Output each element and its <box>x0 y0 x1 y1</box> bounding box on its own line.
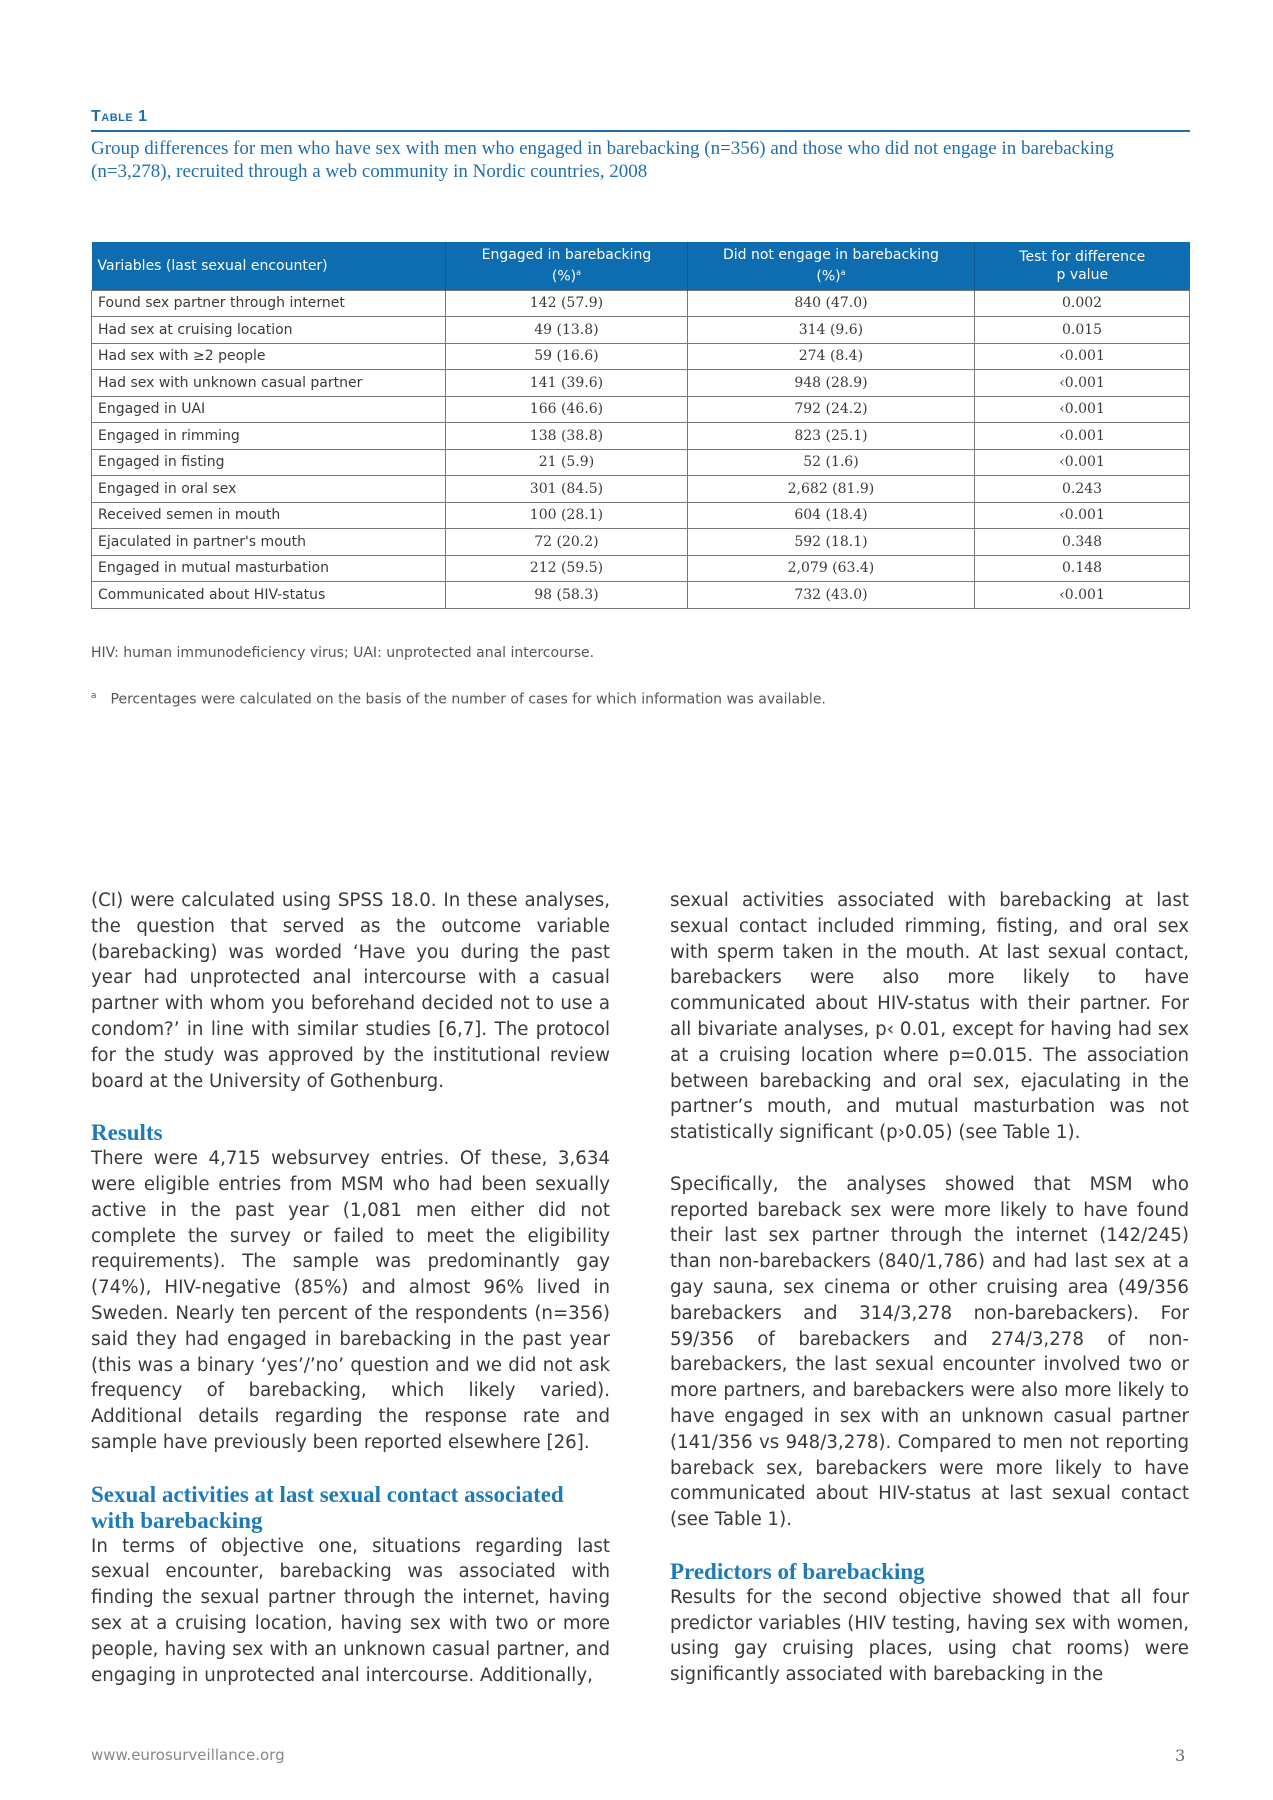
right-column <box>670 888 1189 1688</box>
variable-cell: Had sex with unknown casual partner <box>92 370 446 397</box>
p-value-cell: ‹0.001 <box>975 423 1190 450</box>
p-value-cell: 0.015 <box>975 317 1190 344</box>
table-row <box>92 423 1190 450</box>
p-value-cell: 0.243 <box>975 476 1190 503</box>
table-row <box>92 449 1190 476</box>
left-column <box>91 888 610 1688</box>
footnote-marker: a <box>840 268 846 277</box>
table-label: Table 1 <box>91 108 148 125</box>
footnote-marker: a <box>576 268 581 277</box>
variable-cell: Engaged in oral sex <box>92 476 446 503</box>
header-text: p value <box>1056 266 1109 283</box>
engaged-cell: 141 (39.6) <box>446 370 688 397</box>
header-variables <box>92 242 446 290</box>
paragraph: (CI) were calculated using SPSS 18.0. In these analyses, the question that served as the outcome variable (barebacking) was worded ‘Have you during the past year had unprotected anal intercourse with a casual partner with whom you beforehand decided not to use a condom?’ in line with similar studies [6,7]. The protocol for the study was approved by the institutional review board at the University of Gothenburg. <box>91 890 610 1092</box>
engaged-cell: 59 (16.6) <box>446 343 688 370</box>
engaged-cell: 72 (20.2) <box>446 529 688 556</box>
section-heading-results: Results <box>91 1120 163 1146</box>
engaged-cell: 138 (38.8) <box>446 423 688 450</box>
engaged-cell: 98 (58.3) <box>446 582 688 609</box>
engaged-cell: 49 (13.8) <box>446 317 688 344</box>
header-text: Test for difference <box>1019 248 1146 265</box>
page-number: 3 <box>1175 1746 1186 1765</box>
table-row <box>92 343 1190 370</box>
variable-cell: Received semen in mouth <box>92 502 446 529</box>
data-table <box>91 242 1190 609</box>
header-text: (%) <box>551 268 577 285</box>
variable-cell: Had sex at cruising location <box>92 317 446 344</box>
header-engaged <box>446 242 688 290</box>
variable-cell: Engaged in UAI <box>92 396 446 423</box>
paragraph: Specifically, the analyses showed that MSM who reported bareback sex were more likely to have found their last sex partner through the internet (142/245) than non-barebackers (840/1,786) and had last sex at a gay sauna, sex cinema or other cruising area (49/356 barebackers and 314/3,278 non-barebackers). For 59/356 of barebackers and 274/3,278 of non-barebackers, the last sexual encounter involved two or more partners, and barebackers were also more likely to have engaged in sex with an unknown casual partner (141/356 vs 948/3,278). Compared to men not reporting bareback sex, barebackers were more likely to have communicated about HIV-status at last sexual contact (see Table 1). <box>670 1173 1189 1531</box>
not-engaged-cell: 823 (25.1) <box>687 423 974 450</box>
table-row <box>92 370 1190 397</box>
not-engaged-cell: 840 (47.0) <box>687 290 974 317</box>
footnote-text: Percentages were calculated on the basis of the number of cases for which information was available. <box>110 691 826 708</box>
table-row <box>92 582 1190 609</box>
p-value-cell: ‹0.001 <box>975 502 1190 529</box>
not-engaged-cell: 52 (1.6) <box>687 449 974 476</box>
header-not-engaged <box>687 242 974 290</box>
not-engaged-cell: 948 (28.9) <box>687 370 974 397</box>
variable-cell: Communicated about HIV-status <box>92 582 446 609</box>
p-value-cell: ‹0.001 <box>975 396 1190 423</box>
table-row <box>92 476 1190 503</box>
footnote-marker: a <box>91 691 97 701</box>
header-text: Variables (last sexual encounter) <box>97 257 328 274</box>
engaged-cell: 100 (28.1) <box>446 502 688 529</box>
engaged-cell: 21 (5.9) <box>446 449 688 476</box>
footer-website-link[interactable]: www.eurosurveillance.org <box>91 1746 285 1764</box>
header-text: Did not engage in barebacking <box>722 247 939 263</box>
table-row <box>92 290 1190 317</box>
table-row <box>92 555 1190 582</box>
p-value-cell: ‹0.001 <box>975 343 1190 370</box>
p-value-cell: ‹0.001 <box>975 449 1190 476</box>
table-row <box>92 396 1190 423</box>
not-engaged-cell: 314 (9.6) <box>687 317 974 344</box>
engaged-cell: 142 (57.9) <box>446 290 688 317</box>
header-p-value <box>975 242 1190 290</box>
engaged-cell: 212 (59.5) <box>446 555 688 582</box>
engaged-cell: 166 (46.6) <box>446 396 688 423</box>
table-row <box>92 317 1190 344</box>
paragraph: There were 4,715 websurvey entries. Of these, 3,634 were eligible entries from MSM who had been sexually active in the past year (1,081 men either did not complete the survey or failed to meet the eligibility requirements). The sample was predominantly gay (74%), HIV-negative (85%) and almost 96% lived in Sweden. Nearly ten percent of the respondents (n=356) said they had engaged in barebacking in the past year (this was a binary ‘yes’/’no’ question and we did not ask frequency of barebacking, which likely varied). Additional details regarding the response rate and sample have previously been reported elsewhere [26]. <box>91 1148 610 1453</box>
header-text: Engaged in barebacking <box>481 247 652 263</box>
variable-cell: Ejaculated in partner's mouth <box>92 529 446 556</box>
variable-cell: Found sex partner through internet <box>92 290 446 317</box>
table-body <box>92 290 1190 608</box>
variable-cell: Engaged in mutual masturbation <box>92 555 446 582</box>
paragraph: sexual activities associated with barebacking at last sexual contact included rimming, fisting, and oral sex with sperm taken in the mouth. At last sexual contact, barebackers were also more likely to have communicated about HIV-status with their partner. For all bivariate analyses, p‹ 0.01, except for having had sex at a cruising location where p=0.015. The association between barebacking and oral sex, ejaculating in the partner’s mouth, and mutual masturbation was not statistically significant (p›0.05) (see Table 1). <box>670 890 1189 1144</box>
section-heading-predictors: Predictors of barebacking <box>670 1558 925 1584</box>
section-heading-sexual-activities: Sexual activities at last sexual contact associated with barebacking <box>91 1481 564 1533</box>
not-engaged-cell: 2,079 (63.4) <box>687 555 974 582</box>
p-value-cell: 0.002 <box>975 290 1190 317</box>
not-engaged-cell: 274 (8.4) <box>687 343 974 370</box>
variable-cell: Had sex with ≥2 people <box>92 343 446 370</box>
p-value-cell: ‹0.001 <box>975 370 1190 397</box>
table-row <box>92 502 1190 529</box>
percentage-footnote <box>91 691 826 708</box>
paragraph: In terms of objective one, situations regarding last sexual encounter, barebacking was associated with finding the sexual partner through the internet, having sex at a cruising location, having sex with two or more people, having sex with an unknown casual partner, and engaging in unprotected anal intercourse. Additionally, <box>91 1535 610 1686</box>
table-caption: Group differences for men who have sex with men who engaged in barebacking (n=356) and those who did not engage in barebacking (n=3,278), recruited through a web community in Nordic countries, 2008 <box>91 138 1114 182</box>
engaged-cell: 301 (84.5) <box>446 476 688 503</box>
variable-cell: Engaged in fisting <box>92 449 446 476</box>
p-value-cell: 0.148 <box>975 555 1190 582</box>
table-header-row <box>92 242 1190 290</box>
not-engaged-cell: 604 (18.4) <box>687 502 974 529</box>
not-engaged-cell: 2,682 (81.9) <box>687 476 974 503</box>
abbreviations-note: HIV: human immunodeficiency virus; UAI: unprotected anal intercourse. <box>91 645 595 661</box>
p-value-cell: 0.348 <box>975 529 1190 556</box>
p-value-cell: ‹0.001 <box>975 582 1190 609</box>
not-engaged-cell: 732 (43.0) <box>687 582 974 609</box>
not-engaged-cell: 592 (18.1) <box>687 529 974 556</box>
header-text: (%) <box>816 268 841 285</box>
paragraph: Results for the second objective showed that all four predictor variables (HIV testing, having sex with women, using gay cruising places, using chat rooms) were significantly associated with barebacking in the <box>670 1586 1189 1686</box>
not-engaged-cell: 792 (24.2) <box>687 396 974 423</box>
variable-cell: Engaged in rimming <box>92 423 446 450</box>
table-row <box>92 529 1190 556</box>
table-rule-divider <box>91 130 1190 132</box>
